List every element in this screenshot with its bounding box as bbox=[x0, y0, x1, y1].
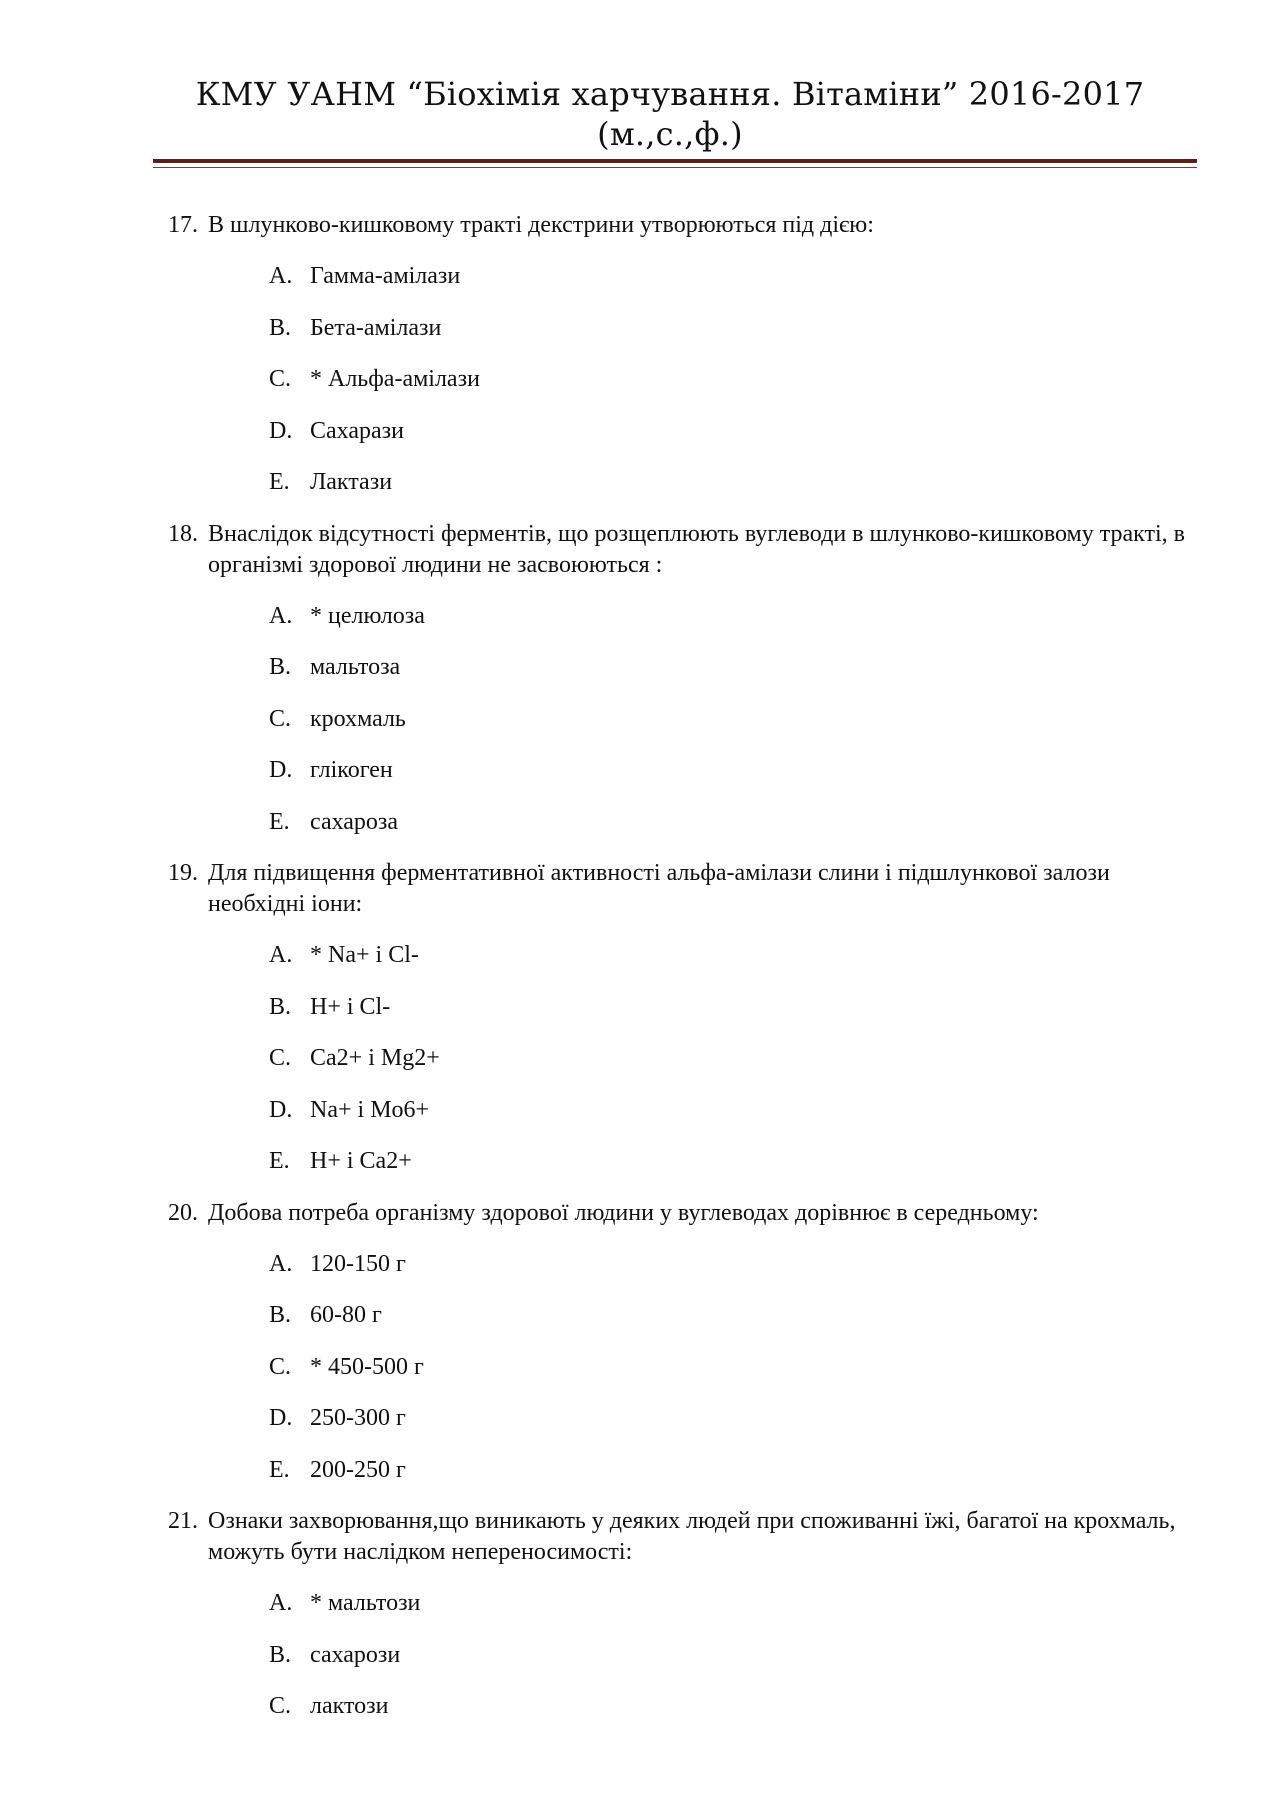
answer-options bbox=[168, 261, 1188, 498]
answer-option bbox=[168, 1095, 1188, 1126]
option-text: Ca2+ і Mg2+ bbox=[310, 1045, 440, 1071]
question-number: 17. bbox=[168, 212, 198, 238]
answer-option bbox=[168, 755, 1188, 786]
option-letter: D. bbox=[269, 1096, 293, 1123]
answer-option bbox=[168, 1640, 1188, 1671]
answer-option bbox=[168, 416, 1188, 447]
option-text: 60-80 г bbox=[310, 1302, 382, 1328]
option-letter: A. bbox=[269, 942, 293, 968]
question-list bbox=[168, 210, 1188, 1743]
option-text: лактози bbox=[310, 1693, 389, 1719]
option-text: * целюлоза bbox=[310, 602, 425, 629]
option-letter: B. bbox=[269, 993, 292, 1020]
page-header bbox=[150, 74, 1190, 154]
answer-options bbox=[168, 940, 1188, 1177]
option-text: * мальтози bbox=[310, 1590, 421, 1616]
question-item bbox=[168, 858, 1188, 920]
option-text: 250-300 г bbox=[310, 1405, 406, 1431]
option-letter: B. bbox=[269, 1641, 292, 1668]
option-letter: E. bbox=[269, 1148, 290, 1174]
answer-option bbox=[168, 1691, 1188, 1722]
option-letter: E. bbox=[269, 808, 290, 835]
answer-option bbox=[168, 992, 1188, 1023]
answer-option bbox=[168, 652, 1188, 683]
answer-option bbox=[168, 364, 1188, 395]
question-text: В шлунково-кишковому тракті декстрини утворюються під дією: bbox=[208, 212, 874, 238]
answer-option bbox=[168, 261, 1188, 292]
option-text: * Альфа-амілази bbox=[310, 366, 480, 392]
header-divider bbox=[153, 159, 1197, 163]
answer-option bbox=[168, 1249, 1188, 1280]
question-number: 20. bbox=[168, 1199, 198, 1226]
question-item bbox=[168, 210, 1188, 241]
option-letter: B. bbox=[269, 1302, 292, 1328]
header-divider-thin bbox=[153, 167, 1197, 168]
question-text: Внаслідок відсутності ферментів, що розщеплюють вуглеводи в шлунково-кишковому тракті, в організмі здорової людини не засвоюються : bbox=[208, 520, 1185, 578]
option-letter: C. bbox=[269, 705, 292, 732]
option-letter: D. bbox=[269, 417, 293, 444]
option-text: Бета-амілази bbox=[310, 314, 442, 341]
answer-option bbox=[168, 601, 1188, 632]
header-title-line2: (м.,с.,ф.) bbox=[597, 115, 743, 153]
question-text: Добова потреба організму здорової людини у вуглеводах дорівнює в середньому: bbox=[208, 1199, 1039, 1226]
option-letter: A. bbox=[269, 1250, 293, 1277]
answer-option bbox=[168, 313, 1188, 344]
option-letter: D. bbox=[269, 757, 293, 783]
question-text: Ознаки захворювання,що виникають у деяких людей при споживанні їжі, багатої на крохмаль, можуть бути наслідком непереносимості: bbox=[208, 1508, 1176, 1565]
answer-options bbox=[168, 1249, 1188, 1486]
answer-option bbox=[168, 807, 1188, 838]
question-item bbox=[168, 519, 1188, 581]
option-text: Лактази bbox=[310, 469, 393, 495]
option-text: глікоген bbox=[310, 757, 393, 783]
answer-option bbox=[168, 1300, 1188, 1331]
option-letter: E. bbox=[269, 469, 290, 495]
answer-option bbox=[168, 467, 1188, 498]
option-text: Na+ і Mo6+ bbox=[310, 1096, 430, 1123]
option-text: сахарози bbox=[310, 1641, 401, 1668]
question-item bbox=[168, 1198, 1188, 1229]
answer-option bbox=[168, 940, 1188, 971]
option-text: сахароза bbox=[310, 808, 399, 835]
option-letter: A. bbox=[269, 602, 293, 629]
option-text: * 450-500 г bbox=[310, 1353, 424, 1380]
answer-option bbox=[168, 1455, 1188, 1486]
option-text: * Na+ і Cl- bbox=[310, 942, 419, 968]
question-number: 19. bbox=[168, 860, 198, 886]
option-text: H+ і Cl- bbox=[310, 993, 391, 1020]
answer-options bbox=[168, 601, 1188, 838]
answer-options bbox=[168, 1588, 1188, 1722]
option-text: крохмаль bbox=[310, 705, 406, 732]
option-text: H+ і Ca2+ bbox=[310, 1148, 412, 1174]
option-text: Сахарази bbox=[310, 417, 404, 444]
option-text: 200-250 г bbox=[310, 1456, 406, 1483]
option-letter: B. bbox=[269, 314, 292, 341]
option-letter: C. bbox=[269, 1353, 292, 1380]
question-number: 21. bbox=[168, 1508, 198, 1534]
answer-option bbox=[168, 704, 1188, 735]
option-letter: A. bbox=[269, 1590, 293, 1616]
option-letter: A. bbox=[269, 263, 293, 289]
option-text: Гамма-амілази bbox=[310, 263, 461, 289]
option-letter: C. bbox=[269, 1693, 292, 1719]
answer-option bbox=[168, 1146, 1188, 1177]
option-letter: C. bbox=[269, 1045, 292, 1071]
answer-option bbox=[168, 1403, 1188, 1434]
question-text: Для підвищення ферментативної активності альфа-амілази слини і підшлункової залози необхідні іони: bbox=[208, 860, 1110, 917]
option-letter: E. bbox=[269, 1456, 290, 1483]
option-letter: D. bbox=[269, 1405, 293, 1431]
option-letter: C. bbox=[269, 366, 292, 392]
option-letter: B. bbox=[269, 654, 292, 680]
header-title-line1: КМУ УАНМ “Біохімія харчування. Вітаміни” 2016-2017 bbox=[195, 75, 1145, 113]
answer-option bbox=[168, 1588, 1188, 1619]
option-text: 120-150 г bbox=[310, 1250, 406, 1277]
answer-option bbox=[168, 1352, 1188, 1383]
option-text: мальтоза bbox=[310, 654, 401, 680]
answer-option bbox=[168, 1043, 1188, 1074]
question-item bbox=[168, 1506, 1188, 1568]
question-number: 18. bbox=[168, 520, 198, 547]
